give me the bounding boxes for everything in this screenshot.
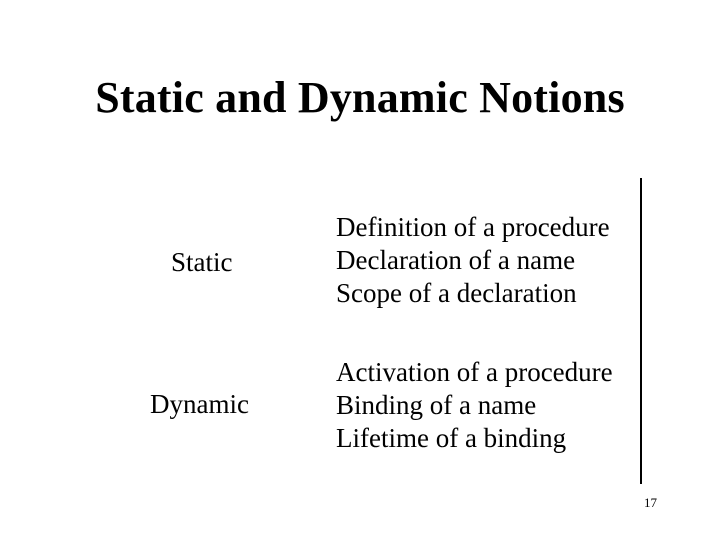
dynamic-notions-list bbox=[336, 356, 613, 455]
list-item: Activation of a procedure bbox=[336, 357, 613, 387]
list-item: Declaration of a name bbox=[336, 245, 576, 275]
vertical-divider bbox=[640, 178, 642, 484]
static-notions-list bbox=[336, 211, 610, 310]
row-label-dynamic: Dynamic bbox=[150, 389, 249, 419]
list-item: Scope of a declaration bbox=[336, 278, 577, 308]
list-item: Lifetime of a binding bbox=[336, 423, 567, 453]
row-label-static: Static bbox=[171, 247, 233, 277]
page-number: 17 bbox=[644, 495, 657, 510]
slide-title: Static and Dynamic Notions bbox=[95, 73, 625, 122]
list-item: Binding of a name bbox=[336, 390, 537, 420]
list-item: Definition of a procedure bbox=[336, 212, 610, 242]
